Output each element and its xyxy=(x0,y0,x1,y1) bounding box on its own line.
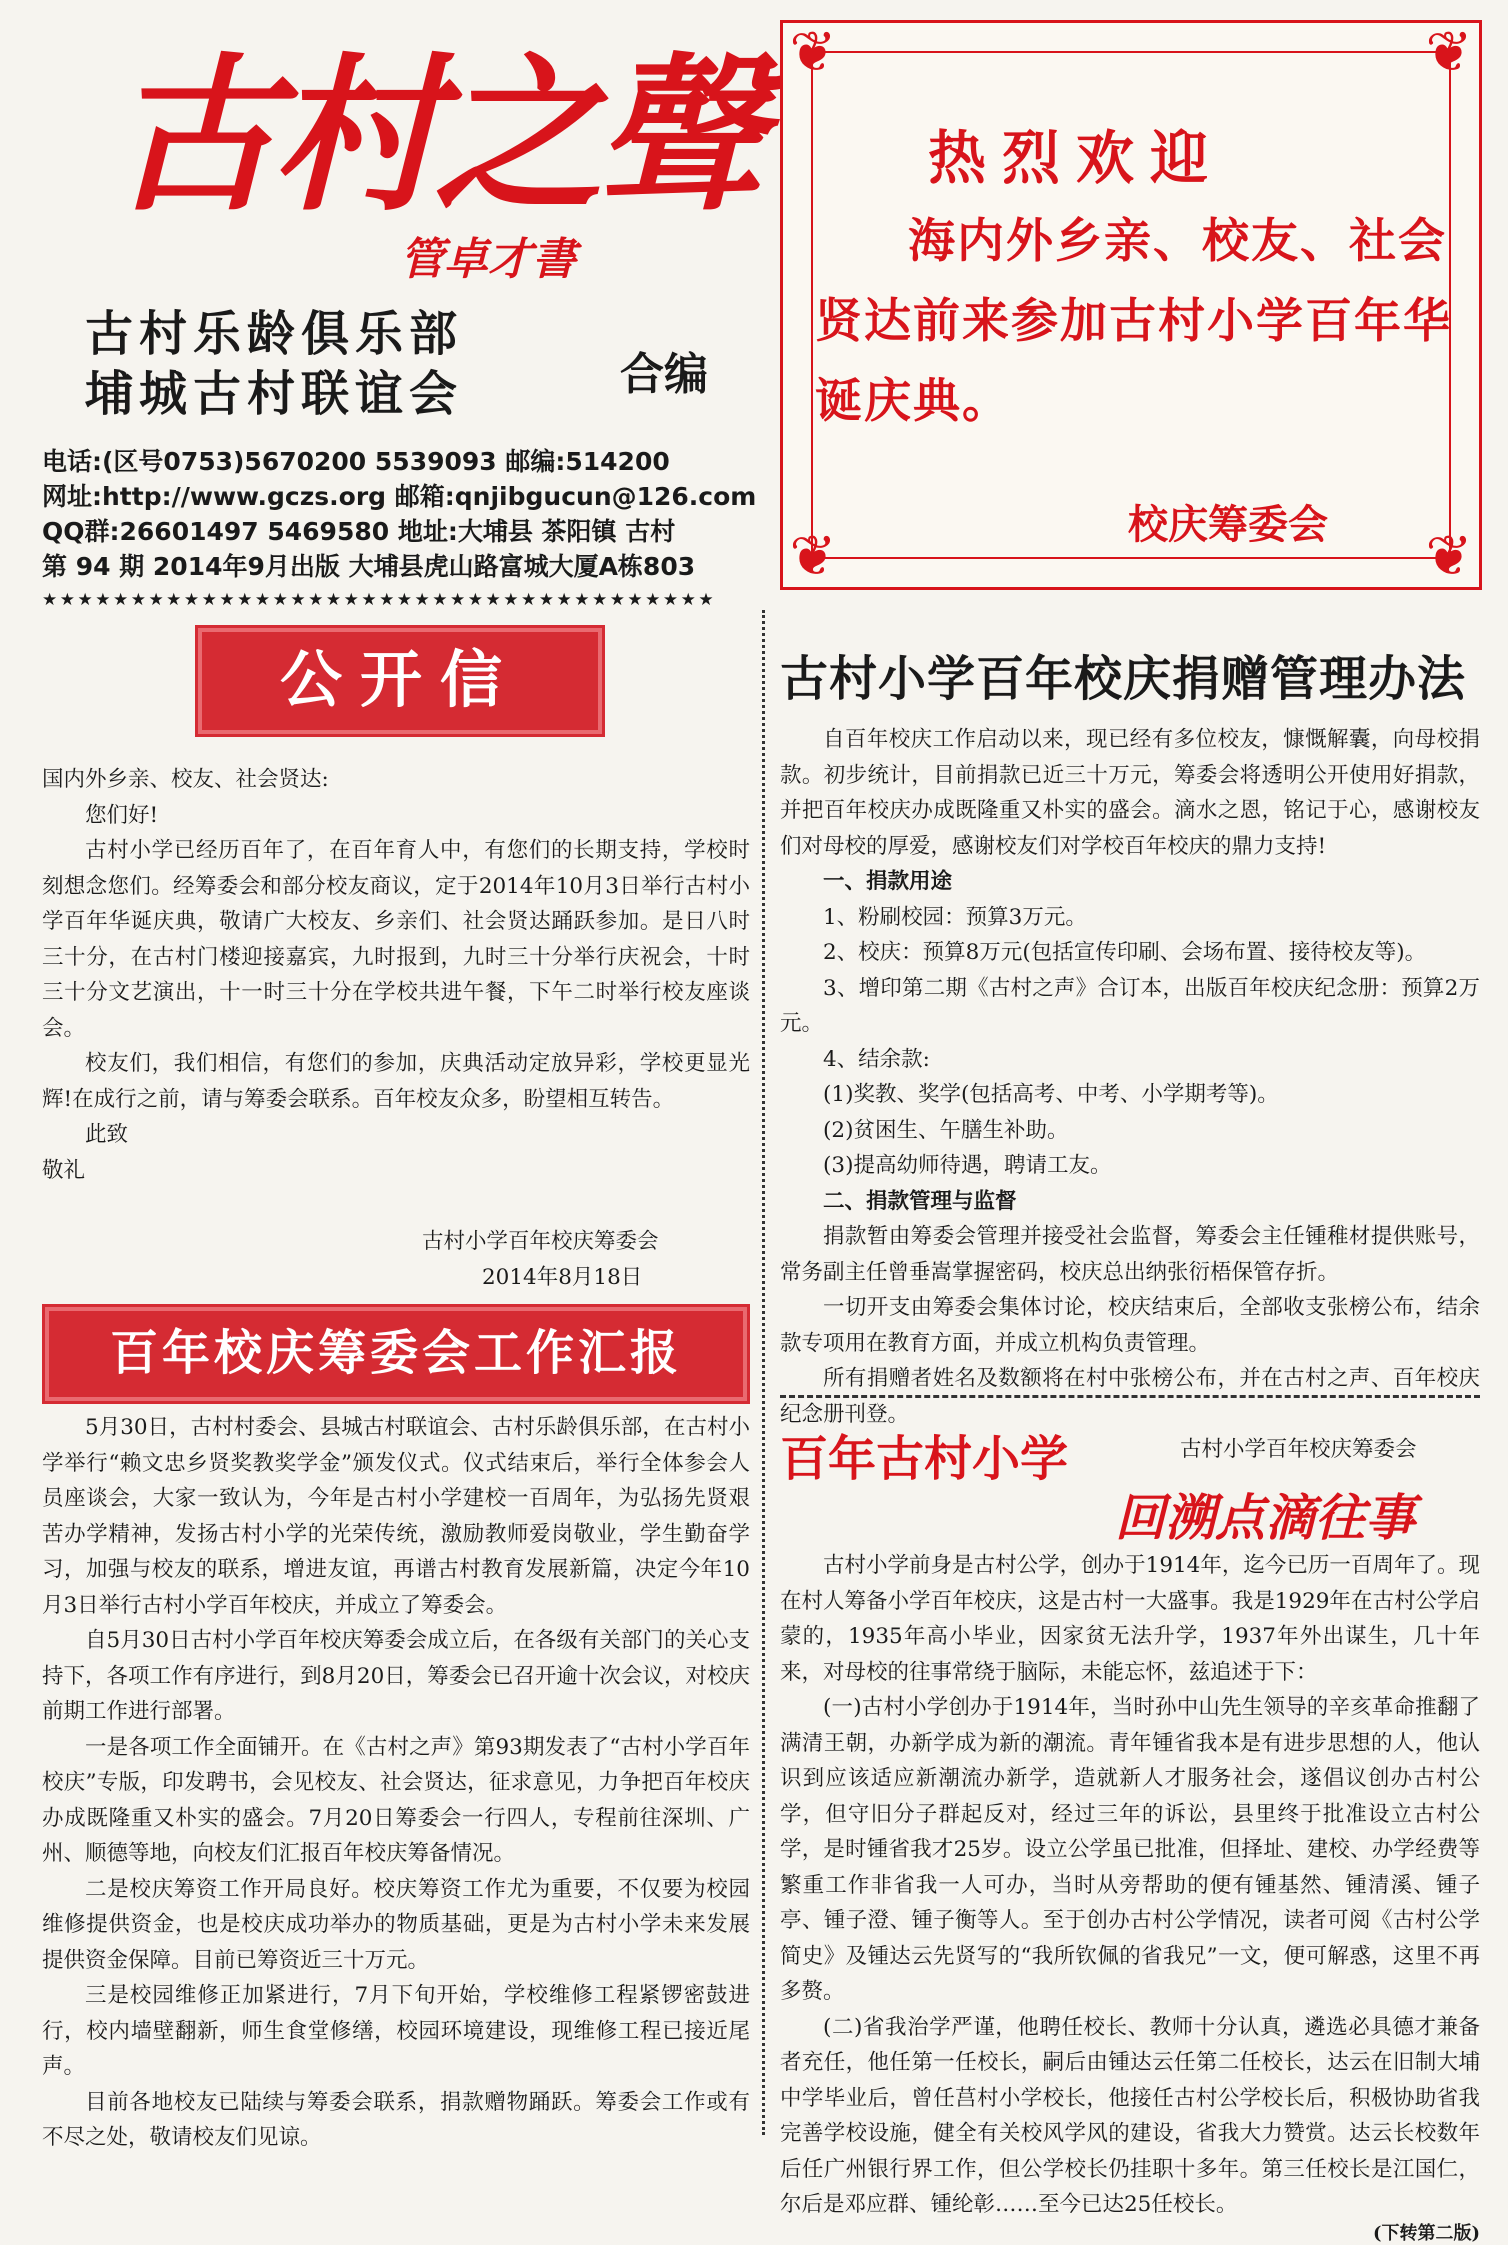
donation-item: 1、粉刷校园：预算3万元。 xyxy=(823,904,1087,930)
column-divider xyxy=(762,610,765,2135)
section-divider xyxy=(780,1395,1480,1398)
masthead-title: 古村之聲 xyxy=(110,36,758,234)
welcome-line-1: 海内外乡亲、校友、社会 xyxy=(908,214,1447,269)
donation-intro: 自百年校庆工作启动以来，现已经有多位校友，慷慨解囊，向母校捐款。初步统计，目前捐款已近三十万元，筹委会将透明公开使用好捐款，并把百年校庆办成既隆重又朴实的盛会。滴水之恩，铭记于心，感谢校友们对母校的厚爱，感谢校友们对学校百年校庆的鼎力支持! xyxy=(780,727,1480,859)
report-paragraph: 5月30日，古村村委会、县城古村联谊会、古村乐龄俱乐部，在古村小学举行“赖文忠乡贤奖教奖学金”颁发仪式。仪式结束后，举行全体参会人员座谈会，大家一致认为，今年是古村小学建校一百周年，为弘扬先贤艰苦办学精神，发扬古村小学的光荣传统，激励教师爱岗敬业，学生勤奋学习，加强与校友的联系，增进友谊，再谱古村教育发展新篇，决定今年10月3日举行古村小学百年校庆，并成立了筹委会。 xyxy=(42,1415,750,1618)
donation-item: (2)贫困生、午膳生补助。 xyxy=(823,1117,1069,1143)
joint-edition-label: 合编 xyxy=(620,349,708,400)
history-paragraph: (一)古村小学创办于1914年，当时孙中山先生领导的辛亥革命推翻了满清王朝，办新学成为新的潮流。青年锺省我本是有进步思想的人，他认识到应该适应新潮流办新学，造就新人才服务社会，遂倡议创办古村公学，但守旧分子群起反对，经过三年的诉讼，县里终于批准设立古村公学，是时锺省我才25岁。设立公学虽已批准，但择址、建校、办学经费等繁重工作非省我一人可办，当时从旁帮助的便有锺基然、锺清溪、锺子亭、锺子澄、锺子衡等人。至于创办古村公学情况，读者可阅《古村公学简史》及锺达云先贤写的“我所钦佩的省我兄”一文，便可解惑，这里不再多赘。 xyxy=(780,1695,1480,2004)
open-letter-banner: 公开信 xyxy=(195,625,605,737)
letter-greeting: 您们好! xyxy=(85,802,159,828)
contact-web-line: 网址:http://www.gczs.org 邮箱:qnjibgucun@126.com xyxy=(42,482,757,511)
contact-phone-line: 电话:(区号0753)5670200 5539093 邮编:514200 xyxy=(42,447,670,476)
letter-salutation: 国内外乡亲、校友、社会贤达: xyxy=(42,767,329,792)
star-divider: ★★★★★★★★★★★★★★★★★★★★★★★★★★★★★★★★★★★★★★ xyxy=(42,590,717,610)
donation-item: 3、增印第二期《古村之声》合订本，出版百年校庆纪念册：预算2万元。 xyxy=(780,975,1480,1036)
corner-ornament-icon: ❦ xyxy=(789,20,837,85)
school-history-subtitle: 回溯点滴往事 xyxy=(1115,1488,1415,1547)
continued-note: (下转第二版) xyxy=(1372,2222,1480,2244)
donation-headline: 古村小学百年校庆捐赠管理办法 xyxy=(780,651,1467,707)
school-history-body xyxy=(780,1548,1480,2245)
donation-paragraph: 捐款暂由筹委会管理并接受社会监督，筹委会主任锺稚材提供账号，常务副主任曾垂嵩掌握密码，校庆总出纳张衍梧保管存折。 xyxy=(780,1224,1480,1285)
org-name-2: 埔城古村联谊会 xyxy=(85,366,464,422)
corner-ornament-icon: ❦ xyxy=(1425,20,1473,85)
issue-info-line: 第 94 期 2014年9月出版 大埔县虎山路富城大厦A栋803 xyxy=(42,552,696,581)
letter-paragraph: 古村小学已经历百年了，在百年育人中，有您们的长期支持，学校时刻想念您们。经筹委会和部分校友商议，定于2014年10月3日举行古村小学百年华诞庆典，敬请广大校友、乡亲们、社会贤达踊跃参加。是日八时三十分，在古村门楼迎接嘉宾，九时报到，九时三十分举行庆祝会，十时三十分文艺演出，十一时三十分在学校共进午餐，下午二时举行校友座谈会。 xyxy=(42,838,750,1041)
letter-paragraph: 校友们，我们相信，有您们的参加，庆典活动定放异彩，学校更显光辉!在成行之前，请与筹委会联系。百年校友众多，盼望相互转告。 xyxy=(42,1051,750,1112)
work-report-body xyxy=(42,1410,750,2156)
letter-date: 2014年8月18日 xyxy=(482,1264,643,1290)
report-paragraph: 自5月30日古村小学百年校庆筹委会成立后，在各级有关部门的关心支持下，各项工作有序进行，到8月20日，筹委会已召开逾十次会议，对校庆前期工作进行部署。 xyxy=(42,1628,750,1724)
donation-section-heading: 二、捐款管理与监督 xyxy=(823,1188,1017,1214)
report-paragraph: 一是各项工作全面铺开。在《古村之声》第93期发表了“古村小学百年校庆”专版，印发聘书，会见校友、社会贤达，征求意见，力争把百年校庆办成既隆重又朴实的盛会。7月20日筹委会一行四人，专程前往深圳、广州、顺德等地，向校友们汇报百年校庆筹备情况。 xyxy=(42,1734,750,1866)
corner-ornament-icon: ❦ xyxy=(1425,524,1473,589)
donation-signer: 古村小学百年校庆筹委会 xyxy=(1180,1437,1417,1462)
donation-item: (3)提高幼师待遇，聘请工友。 xyxy=(823,1153,1112,1178)
donation-item: 4、结余款: xyxy=(823,1046,930,1072)
donation-section-heading: 一、捐款用途 xyxy=(823,869,953,894)
open-letter-body xyxy=(42,762,750,1295)
work-report-banner: 百年校庆筹委会工作汇报 xyxy=(42,1304,750,1404)
contact-qq-line: QQ群:26601497 5469580 地址:大埔县 茶阳镇 古村 xyxy=(42,517,676,546)
corner-ornament-icon: ❦ xyxy=(789,524,837,589)
letter-signer: 古村小学百年校庆筹委会 xyxy=(422,1229,659,1254)
welcome-line-3: 诞庆典。 xyxy=(815,374,1011,429)
report-paragraph: 目前各地校友已陆续与筹委会联系，捐款赠物踊跃。筹委会工作或有不尽之处，敬请校友们见谅。 xyxy=(42,2089,750,2150)
welcome-title: 热烈欢迎 xyxy=(928,124,1225,192)
donation-body xyxy=(780,722,1480,1468)
welcome-line-2: 贤达前来参加古村小学百年华 xyxy=(815,294,1452,349)
donation-item: (1)奖教、奖学(包括高考、中考、小学期考等)。 xyxy=(823,1082,1279,1107)
donation-paragraph: 所有捐赠者姓名及数额将在村中张榜公布，并在古村之声、百年校庆纪念册刊登。 xyxy=(780,1366,1480,1427)
donation-paragraph: 一切开支由筹委会集体讨论，校庆结束后，全部收支张榜公布，结余款专项用在教育方面，并成立机构负责管理。 xyxy=(780,1295,1480,1356)
calligrapher-signature: 管卓才書 xyxy=(400,234,576,285)
org-name-1: 古村乐龄俱乐部 xyxy=(85,306,464,362)
school-history-headline: 百年古村小学 xyxy=(780,1431,1069,1487)
welcome-signature: 校庆筹委会 xyxy=(1128,501,1328,548)
donation-item: 2、校庆：预算8万元(包括宣传印刷、会场布置、接待校友等)。 xyxy=(823,940,1427,965)
report-paragraph: 二是校庆筹资工作开局良好。校庆筹资工作尤为重要，不仅要为校园维修提供资金，也是校庆成功举办的物质基础，更是为古村小学未来发展提供资金保障。目前已筹资近三十万元。 xyxy=(42,1876,750,1973)
report-paragraph: 三是校园维修正加紧进行，7月下旬开始，学校维修工程紧锣密鼓进行，校内墙壁翻新，师生食堂修缮，校园环境建设，现维修工程已接近尾声。 xyxy=(42,1983,750,2079)
history-paragraph: (二)省我治学严谨，他聘任校长、教师十分认真，遴选必具德才兼备者充任，他任第一任校长，嗣后由锺达云任第二任校长，达云在旧制大埔中学毕业后，曾任莒村小学校长，他接任古村公学校长后，积极协助省我完善学校设施，健全有关校风学风的建设，省我大力赞赏。达云长校数年后任广州银行界工作，但公学校长仍挂职十多年。第三任校长是江国仁，尔后是邓应群、锺纶彰……至今已达25任校长。 xyxy=(780,2014,1480,2217)
letter-closing-salute: 敬礼 xyxy=(42,1157,86,1183)
letter-closing: 此致 xyxy=(85,1122,129,1147)
history-paragraph: 古村小学前身是古村公学，创办于1914年，迄今已历一百周年了。现在村人筹备小学百年校庆，这是古村一大盛事。我是1929年在古村公学启蒙的，1935年高小毕业，因家贫无法升学，1937年外出谋生，几十年来，对母校的往事常绕于脑际，未能忘怀，兹追述于下： xyxy=(780,1553,1480,1685)
welcome-box xyxy=(780,20,1482,590)
